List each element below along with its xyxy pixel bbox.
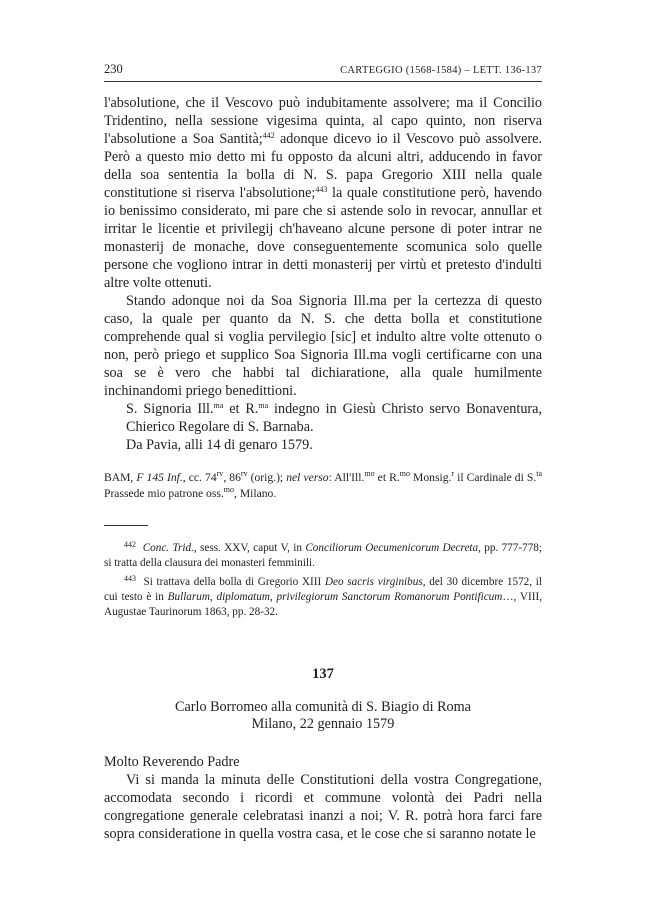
closing-signature: S. Signoria Ill.$^{ma}$ et R.$^{ma}$ indegno in Giesù Christo servo Bonaventura, Chierico Regolare di S. Barnaba. bbox=[126, 401, 543, 435]
paragraph: Vi si manda la minuta delle Constitutioni della vostra Congregatione, accomodata secondo i ricordi et commune volontà dei Padri nella congregatione generale celebratasi inanzi a noi; V. R. potrà hora farci fare sopra consideratione in quella vostra casa, et le cose che si saranno notate le bbox=[104, 772, 542, 842]
closing-date: Da Pavia, alli 14 di genaro 1579. bbox=[126, 437, 313, 453]
letter-heading-title: Carlo Borromeo alla comunità di S. Biagio di Roma bbox=[175, 699, 471, 715]
letter-number: 137 bbox=[312, 666, 334, 682]
footnote-ref[interactable]: 442 bbox=[262, 131, 275, 140]
page-number: 230 bbox=[104, 62, 123, 76]
running-title: CARTEGGIO (1568-1584) – LETT. 136-137 bbox=[340, 65, 542, 76]
running-header bbox=[104, 62, 542, 82]
footnote-442: $^{442}$ Conc. Trid., sess. XXV, caput V, in Conciliorum Oecumenicorum Decreta, pp. 777-778; si tratta della clausura dei monasteri femminili. bbox=[104, 540, 542, 569]
footnote-ref[interactable]: 443 bbox=[315, 185, 328, 194]
letter-heading bbox=[104, 699, 542, 733]
letter-heading-date: Milano, 22 gennaio 1579 bbox=[251, 716, 395, 732]
letter-136-body bbox=[104, 94, 542, 454]
paragraph: Stando adonque noi da Soa Signoria Ill.ma per la certezza di questo caso, la quale per quanto da N. S. che detta bolla et constitutione comprehende qual si voglia pervilegio [sic] et indulto altre volte ottenuto o non, però priego et supplico Soa Signoria Ill.ma vogli certificarne con una soa se è vero che habbi tal dichiaratione, alla quale humilmente inchinandomi priego benedittioni. bbox=[104, 293, 542, 399]
footnote-443: $^{443}$ Si trattava della bolla di Gregorio XIII Deo sacris virginibus, del 30 dicembre 1572, il cui testo è in Bullarum, diplomatum, privilegiorum Sanctorum Romanorum Pontificum…, VIII, Augustae Taurinorum 1863, pp. 28-32. bbox=[104, 574, 543, 618]
page bbox=[104, 62, 542, 843]
paragraph: l'absolutione, che il Vescovo può indubitamente assolvere; ma il Concilio Tridentino, nella sessione vigesima quinta, al capo quinto, non riserva l'absolutione a Soa Santità;$^{442}$ adonque dicevo io il Vescovo può assolvere. Però a questo mio detto mi fu opposto da alcuni altri, adducendo in favor della soa sententia la bolla di N. S. papa Gregorio XIII nella quale constitutione si riserva l'absolutione;$^{443}$ la quale constitutione però, havendo io benissimo considerato, mi pare che si astende solo in revocar, annullar et irritar le licentie et privilegij ch'haveano alcune persone di poter intrar ne monasterij de monache, dove conseguentemente scomunica solo quelle persone che vogliono intrar in detti monasterij per virtù et pretesto d'indulti altre volte ottenuti. bbox=[104, 95, 542, 291]
footnote-divider bbox=[104, 525, 148, 526]
source-note: BAM, F 145 Inf., cc. $74^{rv}$, $86^{rv}$ (orig.); nel verso: All'Ill.$^{mo}$ et R.$^{mo}$ Monsig.$^r$ il Cardinale di S.$^{ta}$ Prassede mio patrone oss.$^{mo}$, Milano. bbox=[104, 469, 543, 500]
salutation: Molto Reverendo Padre bbox=[104, 754, 240, 770]
